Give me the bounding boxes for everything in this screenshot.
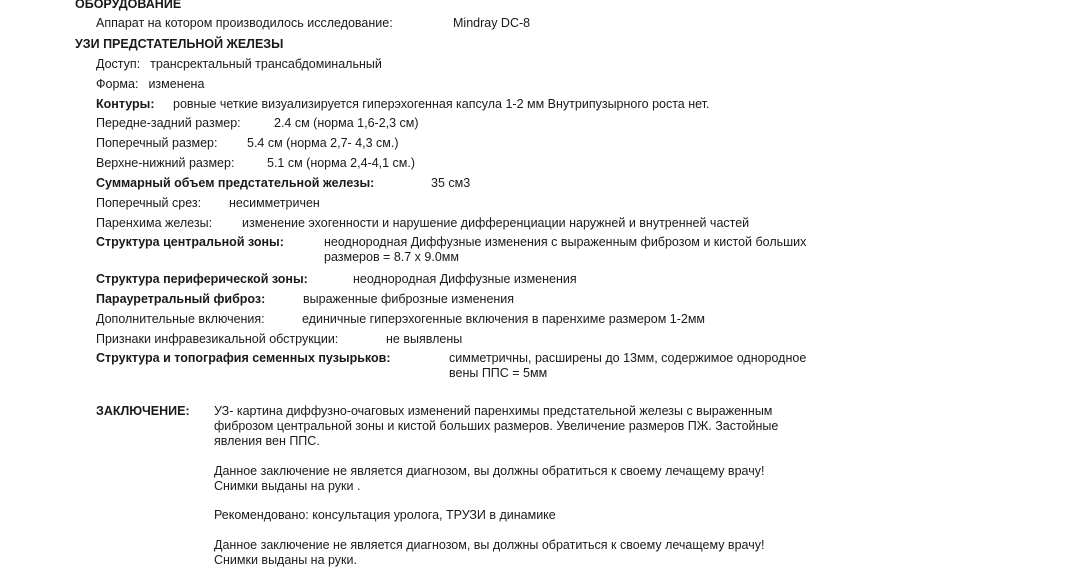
central-zone-label: Структура центральной зоны: — [96, 235, 284, 249]
transverse-size-label: Поперечный размер: — [96, 136, 218, 150]
conclusion-p1-line-3: явления вен ППС. — [214, 434, 320, 448]
volume-label: Суммарный объем предстательной железы: — [96, 176, 375, 190]
seminal-line-1: симметричны, расширены до 13мм, содержимое однородное — [449, 351, 807, 365]
ap-size-row — [96, 116, 241, 131]
cc-size-value: 5.1 см (норма 2,4-4,1 см.) — [267, 156, 416, 170]
peripheral-zone-label: Структура периферической зоны: — [96, 272, 308, 286]
transverse-size-value: 5.4 см (норма 2,7- 4,3 см.) — [247, 136, 399, 150]
conclusion-paragraph-1 — [214, 404, 778, 449]
central-zone-line-2: размеров = 8.7 х 9.0мм — [324, 250, 459, 264]
obstruction-row — [96, 332, 338, 347]
disclaimer-paragraph-2 — [214, 538, 764, 568]
cross-section-label: Поперечный срез: — [96, 196, 202, 210]
peripheral-zone-value: неоднородная Диффузные изменения — [353, 272, 577, 286]
conclusion-label: ЗАКЛЮЧЕНИЕ: — [96, 404, 190, 418]
paraurethral-value: выраженные фиброзные изменения — [303, 292, 515, 306]
disclaimer-1-line-1: Данное заключение не является диагнозом, вы должны обратиться к своему лечащему врачу! — [214, 464, 765, 478]
seminal-line-2: вены ППС = 5мм — [449, 366, 548, 380]
cc-size-label: Верхне-нижний размер: — [96, 156, 235, 170]
paraurethral-label: Парауретральный фиброз: — [96, 292, 266, 306]
seminal-row — [96, 351, 390, 366]
equipment-value: Mindray DC-8 — [453, 16, 531, 30]
obstruction-label: Признаки инфравезикальной обструкции: — [96, 332, 339, 346]
disclaimer-paragraph-1 — [214, 464, 764, 494]
transverse-size-row — [96, 136, 217, 151]
equipment-label: Аппарат на котором производилось исследование: — [96, 16, 393, 30]
ap-size-label: Передне-задний размер: — [96, 116, 241, 130]
disclaimer-2-line-1: Данное заключение не является диагнозом, вы должны обратиться к своему лечащему врачу! — [214, 538, 765, 552]
equipment-section-title: ОБОРУДОВАНИЕ — [75, 0, 182, 11]
recommendation-text: Рекомендовано: консультация уролога, ТРУЗИ в динамике — [214, 508, 556, 522]
central-zone-row — [96, 235, 284, 250]
central-zone-line-1: неоднородная Диффузные изменения с выраженным фиброзом и кистой больших — [324, 235, 807, 249]
peripheral-zone-row — [96, 272, 308, 287]
shape-value: изменена — [148, 77, 205, 91]
contours-label: Контуры: — [96, 97, 155, 111]
inclusions-value: единичные гиперэхогенные включения в паренхиме размером 1-2мм — [302, 312, 706, 326]
seminal-label: Структура и топография семенных пузырьков: — [96, 351, 391, 365]
paraurethral-row — [96, 292, 265, 307]
access-label: Доступ: — [96, 57, 141, 71]
volume-row — [96, 176, 374, 191]
prostate-section-title: УЗИ ПРЕДСТАТЕЛЬНОЙ ЖЕЛЕЗЫ — [75, 37, 284, 51]
seminal-value — [449, 351, 806, 381]
obstruction-value: не выявлены — [386, 332, 463, 346]
cross-section-row — [96, 196, 201, 211]
parenchyma-label: Паренхима железы: — [96, 216, 213, 230]
conclusion-p1-line-1: УЗ- картина диффузно-очаговых изменений паренхимы предстательной железы с выраженным — [214, 404, 773, 418]
contours-row — [96, 97, 155, 112]
recommendation — [214, 508, 556, 523]
inclusions-label: Дополнительные включения: — [96, 312, 265, 326]
access-value: трансректальный трансабдоминальный — [150, 57, 382, 71]
ap-size-value: 2.4 см (норма 1,6-2,3 см) — [274, 116, 419, 130]
cc-size-row — [96, 156, 234, 171]
parenchyma-value: изменение эхогенности и нарушение дифференциации наружней и внутренней частей — [242, 216, 750, 230]
inclusions-row — [96, 312, 265, 327]
shape-label: Форма: — [96, 77, 139, 91]
conclusion-p1-line-2: фиброзом центральной зоны и кистой больших размеров. Увеличение размеров ПЖ. Застойные — [214, 419, 779, 433]
shape-row — [96, 77, 204, 92]
disclaimer-2-line-2: Снимки выданы на руки. — [214, 553, 357, 567]
disclaimer-1-line-2: Снимки выданы на руки . — [214, 479, 361, 493]
access-row — [96, 57, 382, 72]
central-zone-value — [324, 235, 806, 265]
cross-section-value: несимметричен — [229, 196, 320, 210]
equipment-row — [96, 16, 393, 31]
parenchyma-row — [96, 216, 212, 231]
volume-value: 35 см3 — [431, 176, 471, 190]
contours-value: ровные четкие визуализируется гиперэхогенная капсула 1-2 мм Внутрипузырного роста нет. — [173, 97, 710, 111]
